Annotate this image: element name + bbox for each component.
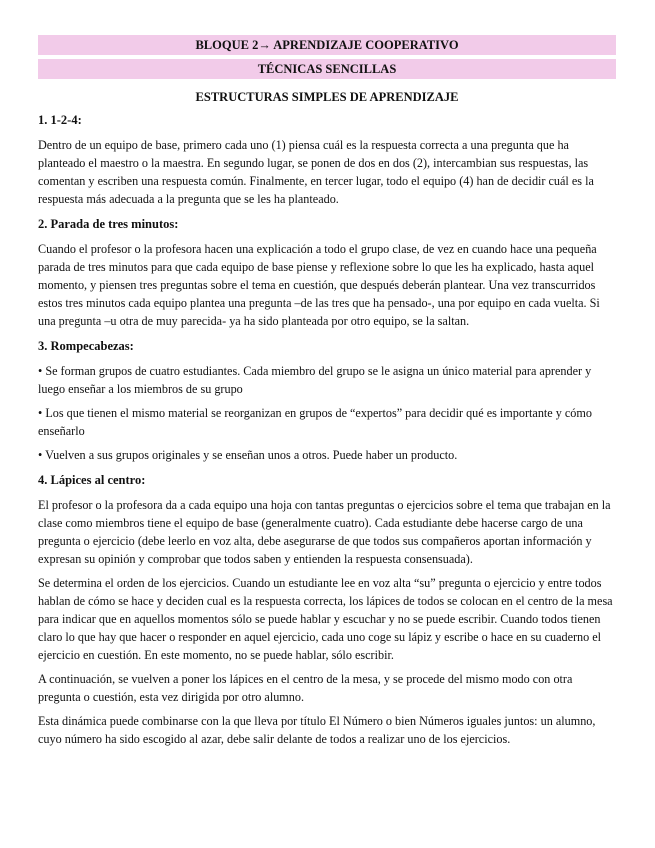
section-paragraph: Se determina el orden de los ejercicios. Cuando un estudiante lee en voz alta “su” pregunta o ejercicio y entre todos hablan de cómo se hace y deciden cual es la respuesta correcta, los lápices de todos se colocan en el centro de la mesa para indicar que en aquellos momentos sólo se puede hablar y escuchar y no se puede escribir. Cuando todos tienen claro lo que hay que hacer o responder en aquel ejercicio, cada uno coge su lápiz y escribe o hace en su cuaderno el ejercicio en cuestión. En este momento, no se puede hablar, sólo escribir.: [38, 576, 613, 662]
section-paragraph: Cuando el profesor o la profesora hacen una explicación a todo el grupo clase, de vez en cuando hace una pequeña parada de tres minutos para que cada equipo de base piense y reflexione sobre lo que les ha explicado, hasta aquel momento, y piensen tres preguntas sobre el tema en cuestión, que después deberán plantear. Una vez transcurridos estos tres minutos cada equipo plantea una pregunta –de las tres que ha pensado-, una por equipo en cada vuelta. Si una pregunta –u otra de muy parecida- ya ha sido planteada por otro equipo, se la saltan.: [38, 242, 600, 328]
section-paragraph: El profesor o la profesora da a cada equipo una hoja con tantas preguntas o ejercicios sobre el tema que trabajan en la clase como miembros tiene el equipo de base (generalmente cuatro). Cada estudiante debe hacerse cargo de una pregunta o ejercicio (debe leerlo en voz alta, debe asegurarse de que todos sus compañeros aportan información y expresan su opinión y comprobar que todos saben y entienden la respuesta consensuada).: [38, 498, 611, 566]
structures-subtitle: ESTRUCTURAS SIMPLES DE APRENDIZAJE: [195, 90, 459, 104]
section-1-2-4: [38, 110, 618, 208]
section-heading: 2. Parada de tres minutos:: [38, 217, 179, 231]
bullet-item: • Los que tienen el mismo material se reorganizan en grupos de “expertos” para decidir qué es importante y cómo enseñarlo: [38, 406, 592, 438]
section-lapices-al-centro: [38, 470, 618, 748]
section-paragraph: A continuación, se vuelven a poner los lápices en el centro de la mesa, y se procede del mismo modo con otra pregunta o cuestión, esta vez dirigida por otro alumno.: [38, 672, 573, 704]
section-rompecabezas: [38, 336, 618, 464]
section-heading: 4. Lápices al centro:: [38, 473, 146, 487]
document-content: [38, 110, 618, 754]
techniques-title-band: TÉCNICAS SENCILLAS: [38, 59, 616, 79]
section-paragraph: Esta dinámica puede combinarse con la que lleva por título El Número o bien Números iguales juntos: un alumno, cuyo número ha sido escogido al azar, debe salir delante de todos a realizar uno de los ejercicios.: [38, 714, 596, 746]
section-heading: 3. Rompecabezas:: [38, 339, 134, 353]
block-title-band: BLOQUE 2→ APRENDIZAJE COOPERATIVO: [38, 35, 616, 55]
section-parada-tres-minutos: [38, 214, 618, 330]
bullet-item: • Se forman grupos de cuatro estudiantes. Cada miembro del grupo se le asigna un único material para aprender y luego enseñar a los miembros de su grupo: [38, 364, 592, 396]
bullet-item: • Vuelven a sus grupos originales y se enseñan unos a otros. Puede haber un producto.: [38, 448, 458, 462]
section-heading: 1. 1-2-4:: [38, 113, 82, 127]
section-paragraph: Dentro de un equipo de base, primero cada uno (1) piensa cuál es la respuesta correcta a una pregunta que ha planteado el maestro o la maestra. En segundo lugar, se ponen de dos en dos (2), intercambian sus respuestas, las comentan y escriben una respuesta común. Finalmente, en tercer lugar, todo el equipo (4) han de decidir cuál es la respuesta más adecuada a la pregunta que se les ha planteado.: [38, 138, 594, 206]
